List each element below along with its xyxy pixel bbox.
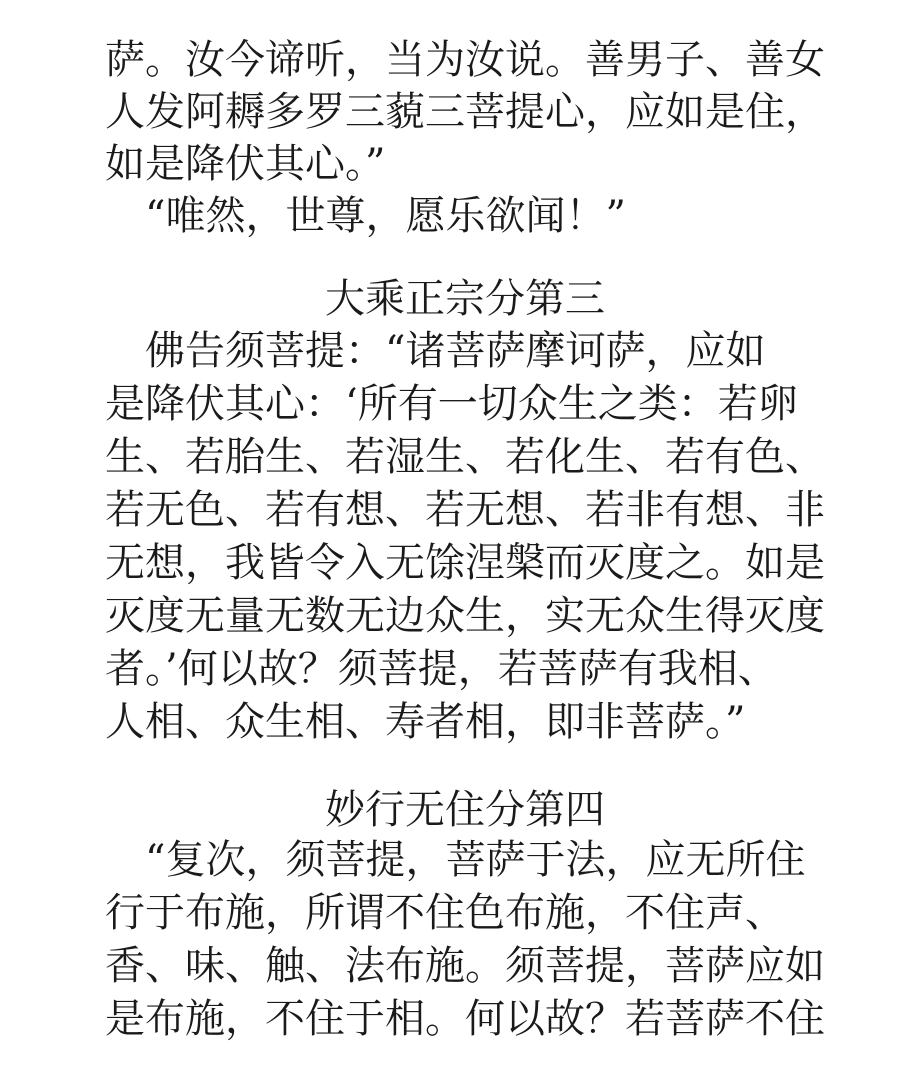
text-line: 无想，我皆令入无馀涅槃而灭度之。如是 [105,540,825,586]
text-line: 生、若胎生、若湿生、若化生、若有色、 [105,434,825,480]
text-line: 香、味、触、法布施。须菩提，菩萨应如 [105,943,825,989]
text-line: 是降伏其心：‘所有一切众生之类：若卵 [105,381,798,427]
text-line: 佛告须菩提：“诸菩萨摩诃萨，应如 [105,328,766,374]
text-line: 若无色、若有想、若无想、若非有想、非 [105,487,825,533]
text-line: 灭度无量无数无边众生，实无众生得灭度 [105,593,825,639]
text-line: “复次，须菩提，菩萨于法，应无所住 [105,837,806,883]
section-title: 大乘正宗分第三 [325,276,605,322]
text-line: 如是降伏其心。” [105,141,386,187]
text-line: 行于布施，所谓不住色布施，不住声、 [105,890,785,936]
text-line: “唯然，世尊，愿乐欲闻！” [105,193,626,239]
text-line: 是布施，不住于相。何以故？若菩萨不住 [105,996,825,1042]
text-line: 人相、众生相、寿者相，即非菩萨。” [105,699,746,745]
text-line: 者。’何以故？须菩提，若菩萨有我相、 [105,646,778,692]
text-line: 人发阿耨多罗三藐三菩提心，应如是住， [105,89,825,135]
text-line: 萨。汝今谛听，当为汝说。善男子、善女 [105,37,825,83]
section-title: 妙行无住分第四 [325,787,605,833]
